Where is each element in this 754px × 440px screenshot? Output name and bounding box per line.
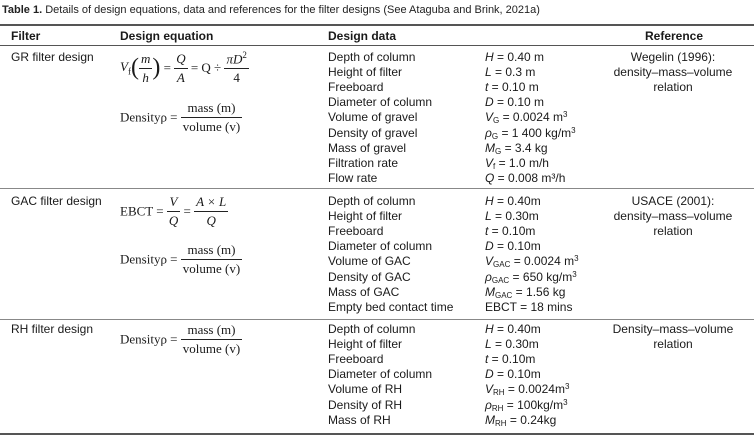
eq-left: EBCT =: [120, 203, 164, 219]
filter-name-gac: GAC filter design: [11, 194, 102, 208]
design-data-value: [485, 50, 544, 64]
value-text: = 0.3 m: [491, 65, 536, 80]
design-data-value: [485, 270, 577, 284]
eq-denominator: A: [174, 68, 187, 86]
eq-numerator: A × L: [196, 194, 227, 209]
value-symbol: V: [485, 382, 494, 397]
eq-numerator: mass (m): [187, 100, 236, 115]
reference-gr: [598, 50, 748, 95]
design-data-value: [485, 382, 569, 396]
value-text: = 0.10 m: [493, 95, 545, 110]
eq-numerator: mass (m): [187, 322, 236, 337]
design-data-label: Empty bed contact time: [328, 299, 454, 314]
reference-line: USACE (2001):: [631, 194, 715, 208]
design-data-label: Height of filter: [328, 337, 403, 352]
value-text: = 3.4 kg: [501, 140, 548, 155]
value-superscript: 3: [574, 254, 579, 264]
design-data-value: [485, 65, 535, 79]
reference-line: relation: [653, 224, 693, 238]
value-text: = 0.10m: [488, 352, 536, 367]
value-subscript: G: [491, 131, 499, 141]
value-symbol: ρ: [485, 125, 492, 140]
eq-denominator: Q: [194, 211, 228, 229]
value-text: = 0.10m: [493, 367, 541, 382]
eq-denominator: volume (v): [182, 119, 241, 134]
design-data-label: Depth of column: [328, 194, 416, 208]
design-data-label: Diameter of column: [328, 367, 433, 382]
value-subscript: GAC: [495, 290, 513, 300]
value-text: = 0.0024 m: [510, 254, 575, 269]
value-symbol: t: [485, 80, 489, 95]
header-rule: [0, 45, 754, 46]
design-data-label: Depth of column: [328, 322, 416, 336]
value-text: = 1.56 kg: [512, 284, 566, 299]
value-text: = 1.0 m/h: [495, 155, 549, 170]
filter-name-gr: GR filter design: [11, 50, 94, 64]
design-data-value: [485, 156, 549, 170]
value-text: = 0.40m: [493, 194, 541, 208]
value-subscript: f: [493, 161, 496, 171]
value-symbol: V: [485, 110, 494, 125]
eq-equals: =: [163, 60, 171, 76]
design-data-label: Mass of RH: [328, 412, 391, 427]
value-subscript: RH: [493, 388, 505, 398]
value-symbol: Q: [485, 170, 495, 185]
row-divider-2: [0, 319, 754, 320]
design-data-value: [485, 80, 539, 94]
design-data-label: Density of RH: [328, 397, 403, 412]
value-symbol: D: [485, 95, 494, 110]
design-data-label: Freeboard: [328, 352, 384, 367]
eq-numerator: Q: [176, 50, 186, 66]
eq-exponent: 2: [242, 50, 247, 60]
eq-denominator: Q: [168, 213, 179, 228]
eq-denominator: 4: [224, 68, 248, 86]
value-text: = 1 400 kg/m: [498, 125, 572, 140]
reference-line: Wegelin (1996):: [630, 50, 716, 64]
eq-denominator: volume (v): [182, 261, 241, 276]
design-data-value: [485, 413, 556, 427]
header-reference: Reference: [645, 29, 704, 43]
top-rule: [0, 24, 754, 26]
equation-density-rh: [120, 322, 242, 357]
equation-density-gac: [120, 242, 242, 277]
value-symbol: V: [485, 155, 494, 170]
design-data-label: Filtration rate: [328, 155, 399, 170]
design-data-label: Flow rate: [328, 170, 378, 185]
value-text: = 0.0024m: [504, 382, 565, 397]
eq-equals: =: [183, 203, 191, 219]
eq-numerator: πD: [226, 51, 243, 67]
filter-name-rh: RH filter design: [11, 322, 94, 336]
design-data-label: Volume of GAC: [328, 254, 411, 269]
eq-left: Densityρ =: [120, 251, 178, 267]
design-data-label: Diameter of column: [328, 239, 433, 254]
value-symbol: H: [485, 194, 494, 208]
eq-numerator: V: [169, 194, 178, 209]
design-data-value: [485, 126, 576, 140]
value-symbol: M: [485, 140, 495, 155]
value-symbol: t: [485, 352, 489, 367]
value-text: = 100kg/m: [503, 397, 564, 412]
bottom-rule: [0, 433, 754, 435]
reference-rh: [598, 322, 748, 352]
design-data-value: [485, 367, 541, 381]
table-caption: [2, 4, 540, 16]
eq-denominator: volume (v): [182, 341, 241, 356]
header-data: Design data: [328, 29, 397, 43]
design-data-value: [485, 285, 565, 299]
reference-line: relation: [653, 337, 693, 351]
value-text: = 0.24kg: [506, 412, 557, 427]
design-data-value: [485, 254, 579, 268]
equation-density-gr: [120, 100, 242, 135]
design-data-value: [485, 300, 572, 314]
eq-numerator: mass (m): [187, 242, 236, 257]
caption-text: Details of design equations, data and references for the filter designs (See Ataguba and Brink, 2021a): [45, 4, 540, 16]
value-symbol: H: [485, 322, 494, 336]
value-text: = 0.30m: [491, 337, 539, 352]
design-data-label: Height of filter: [328, 209, 403, 224]
value-text: = 0.008 m³/h: [494, 170, 566, 185]
value-symbol: L: [485, 209, 492, 224]
value-symbol: V: [485, 254, 494, 269]
design-data-label: Depth of column: [328, 50, 416, 64]
value-symbol: D: [485, 239, 494, 254]
design-data-value: [485, 337, 539, 351]
value-symbol: t: [485, 224, 489, 239]
design-data-label: Density of gravel: [328, 125, 418, 140]
value-text: = 0.10m: [488, 224, 536, 239]
design-data-label: Freeboard: [328, 224, 384, 239]
value-symbol: ρ: [485, 397, 492, 412]
value-text: = 0.30m: [491, 209, 539, 224]
design-data-value: [485, 209, 539, 223]
value-text: = 0.40m: [493, 322, 541, 336]
design-data-label: Diameter of column: [328, 95, 433, 110]
row-divider-1: [0, 188, 754, 189]
header-equation: Design equation: [120, 29, 214, 43]
design-data-label: Density of GAC: [328, 269, 411, 284]
value-symbol: L: [485, 65, 492, 80]
design-data-value: [485, 352, 535, 366]
design-data-value: [485, 194, 541, 208]
design-data-label: Freeboard: [328, 80, 384, 95]
design-data-label: Mass of GAC: [328, 284, 400, 299]
design-data-label: Height of filter: [328, 65, 403, 80]
reference-line: density–mass–volume: [613, 65, 733, 79]
caption-label: Table 1.: [2, 4, 43, 16]
design-data-value: [485, 239, 541, 253]
reference-line: relation: [653, 80, 693, 94]
value-subscript: G: [495, 146, 502, 156]
value-symbol: M: [485, 284, 495, 299]
reference-gac: [598, 194, 748, 239]
design-data-value: [485, 398, 568, 412]
reference-line: Density–mass–volume: [612, 322, 734, 336]
value-text: = 0.10m: [493, 239, 541, 254]
equation-gr-flow: $V_f$( $\frac{m}{h}$ ) = $\frac{Q}{A}$ = Q ÷ $\frac{\pi D^2}{4}$: [120, 50, 247, 86]
value-subscript: RH: [495, 418, 507, 428]
value-symbol: L: [485, 337, 492, 352]
equation-ebct: [120, 194, 228, 229]
value-subscript: GAC: [493, 260, 511, 270]
design-data-value: [485, 224, 535, 238]
value-superscript: 3: [571, 125, 576, 135]
design-data-value: [485, 141, 548, 155]
header-filter: Filter: [11, 29, 41, 43]
reference-line: density–mass–volume: [613, 209, 733, 223]
eq-left: Densityρ =: [120, 109, 178, 125]
value-subscript: GAC: [491, 275, 510, 285]
value-subscript: G: [493, 116, 500, 126]
value-symbol: D: [485, 367, 494, 382]
eq-subscript: f: [127, 66, 131, 77]
value-superscript: 3: [562, 110, 568, 120]
value-text: = 650 kg/m: [509, 269, 573, 284]
value-superscript: 3: [563, 397, 568, 407]
eq-numerator: m: [140, 50, 151, 66]
value-symbol: H: [485, 50, 494, 64]
design-data-label: Volume of gravel: [328, 110, 418, 125]
design-data-label: Volume of RH: [328, 382, 403, 397]
value-text: = 0.40 m: [493, 50, 545, 64]
eq-left: Densityρ =: [120, 331, 178, 347]
value-text: = 0.10 m: [488, 80, 539, 95]
design-data-value: [485, 95, 544, 109]
value-text: = 0.0024 m: [499, 110, 563, 125]
design-data-label: Mass of gravel: [328, 140, 407, 155]
value-superscript: 3: [564, 382, 570, 392]
design-data-value: [485, 110, 567, 124]
design-data-value: [485, 322, 541, 336]
value-subscript: RH: [491, 403, 504, 413]
value-superscript: 3: [572, 269, 577, 279]
value-text: EBCT = 18 mins: [485, 299, 573, 314]
eq-symbol: V: [120, 59, 128, 75]
eq-denominator: h: [139, 68, 152, 86]
value-symbol: M: [485, 412, 495, 427]
eq-operator: = Q ÷: [190, 60, 222, 76]
design-data-value: [485, 171, 565, 185]
value-symbol: ρ: [485, 269, 492, 284]
